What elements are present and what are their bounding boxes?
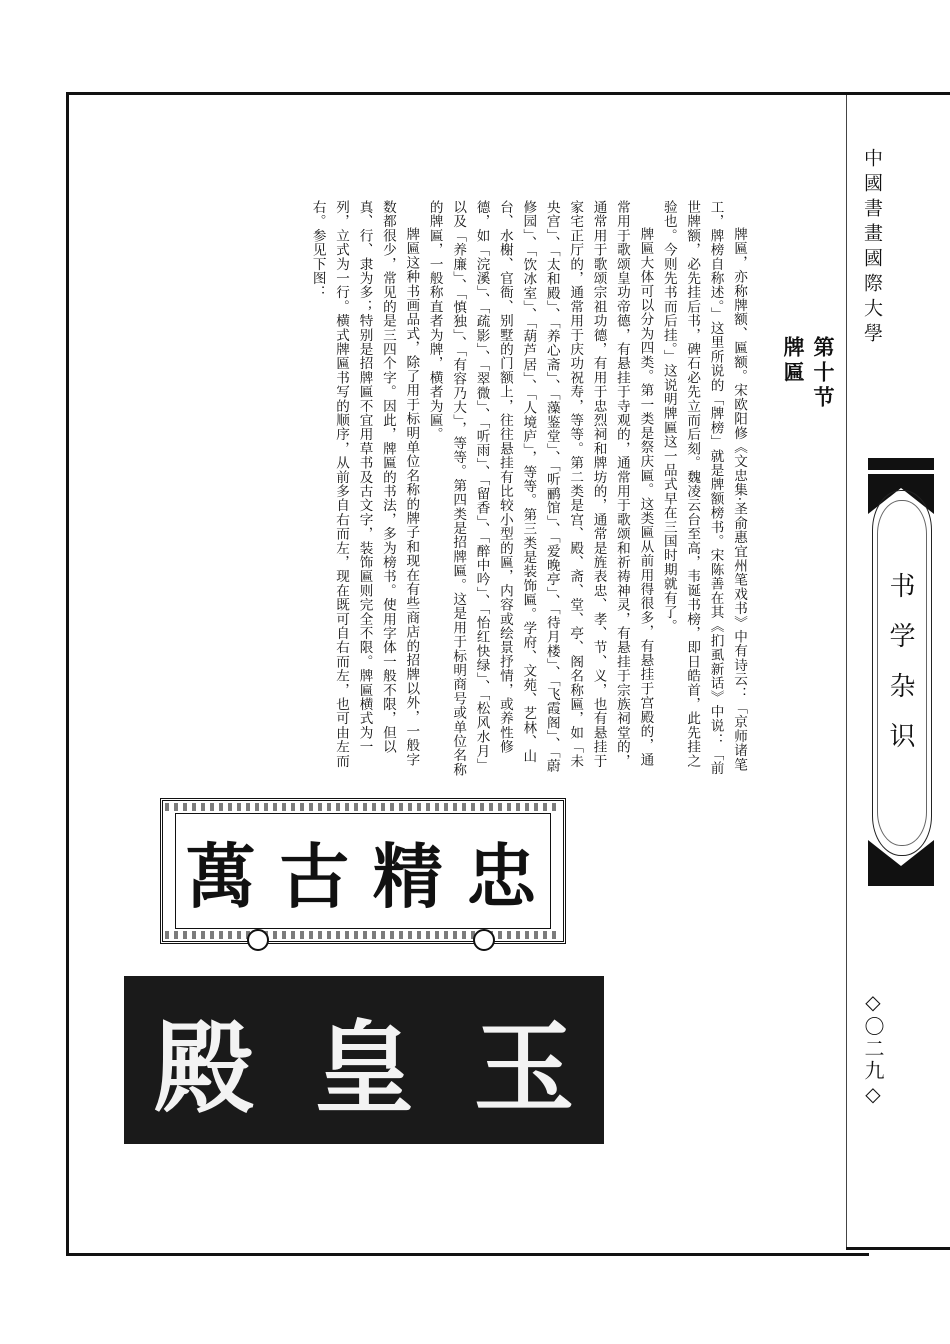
plaque-character: 精 (372, 834, 447, 918)
frame-bottom-rule (846, 1247, 950, 1250)
school-name: 中國書畫國際大學 (861, 148, 883, 348)
paragraph: 牌匾，亦称牌额、匾额。宋欧阳修《文忠集·圣俞惠宜州笔戏书》中有诗云：「京师诸笔工，牌榜自称述。」这里所说的「牌榜」就是牌额榜书。宋陈善在其《扪虱新话》中说：「前世牌额，必先挂后书，碑石必先立而后刻。魏凌云台至高，韦诞书榜，即日皓首，此先挂之验也。今则先书而后挂。」这说明牌匾这一品式早在三国时期就有了。 (660, 200, 747, 776)
plaque-ornament (247, 929, 269, 951)
section-heading (778, 336, 838, 411)
plaque-ornament (473, 929, 495, 951)
plaque-text-1 (175, 813, 551, 929)
heading-number: 第十节 (811, 336, 836, 411)
plaque-border-pattern (165, 803, 561, 811)
plaque-character: 殿 (154, 1009, 254, 1127)
plaque-border-pattern (165, 931, 561, 939)
plaque-text-2 (124, 976, 604, 1144)
plaque-character: 皇 (314, 1009, 414, 1127)
page-number: ◇〇二九◇ (861, 990, 885, 1108)
frame-divider (846, 92, 847, 1250)
frame-top-rule (846, 92, 950, 95)
paragraph: 牌匾这种书画品式，除了用于标明单位名称的牌子和现在有些商店的招牌以外，一般字数都很少，常见的是三四个字。因此，牌匾的书法，多为榜书。使用字体一般不限，但以真、行、隶为多；特别是招牌匾不宜用草书及古文字，装饰匾则完全不限。牌匾横式为一列，立式为一行。横式牌匾书写的顺序，从前多自右而左，现在既可自右而左，也可由左而右。参见下图： (309, 200, 420, 768)
plaque-image-1 (160, 798, 566, 944)
article-body (272, 200, 750, 780)
paragraph: 牌匾大体可以分为四类。第一类是祭庆匾。这类匾从前用得很多，有悬挂于宫殿的，通常用于歌颂皇功帝德，有悬挂于寺观的，通常用于歌颂和祈祷神灵，有悬挂于宗族祠堂的，通常用于歌颂宗祖功德，有用于忠烈祠和牌坊的，通常是旌表忠、孝、节、义，也有悬挂于家宅正厅的，通常用于庆功祝寿，等等。第二类是宫、殿、斋、堂、亭、阁名称匾，如「未央宫」、「太和殿」、「养心斋」、「藻鉴堂」、「听鹂馆」、「爱晚亭」、「待月楼」、「飞霞阁」、「蔚修园」、「饮冰室」、「葫芦居」、「人境庐」，等等。第三类是装饰匾。学府、文苑、艺林、山台、水榭、官衙、别墅的门额上，往往悬挂有比较小型的匾，内容或绘景抒情，或养性修德，如「浣溪」、「疏影」、「翠微」、「听雨」、「留香」、「醉中吟」、「怡红快绿」、「松风水月」以及「养廉」、「慎独」、「有容乃大」，等等。第四类是招牌匾。这是用于标明商号或单位名称的牌匾，一般称直者为牌，横者为匾。 (426, 200, 654, 777)
plaque-image-2 (124, 976, 604, 1144)
plaque-character: 玉 (474, 1009, 574, 1127)
bottom-band (868, 874, 934, 886)
top-band (868, 458, 934, 470)
section-title: 书学杂识 (885, 572, 915, 772)
plaque-character: 古 (279, 834, 354, 918)
heading-title: 牌匾 (781, 336, 806, 386)
plaque-character: 萬 (185, 834, 260, 918)
plaque-character: 忠 (466, 834, 541, 918)
